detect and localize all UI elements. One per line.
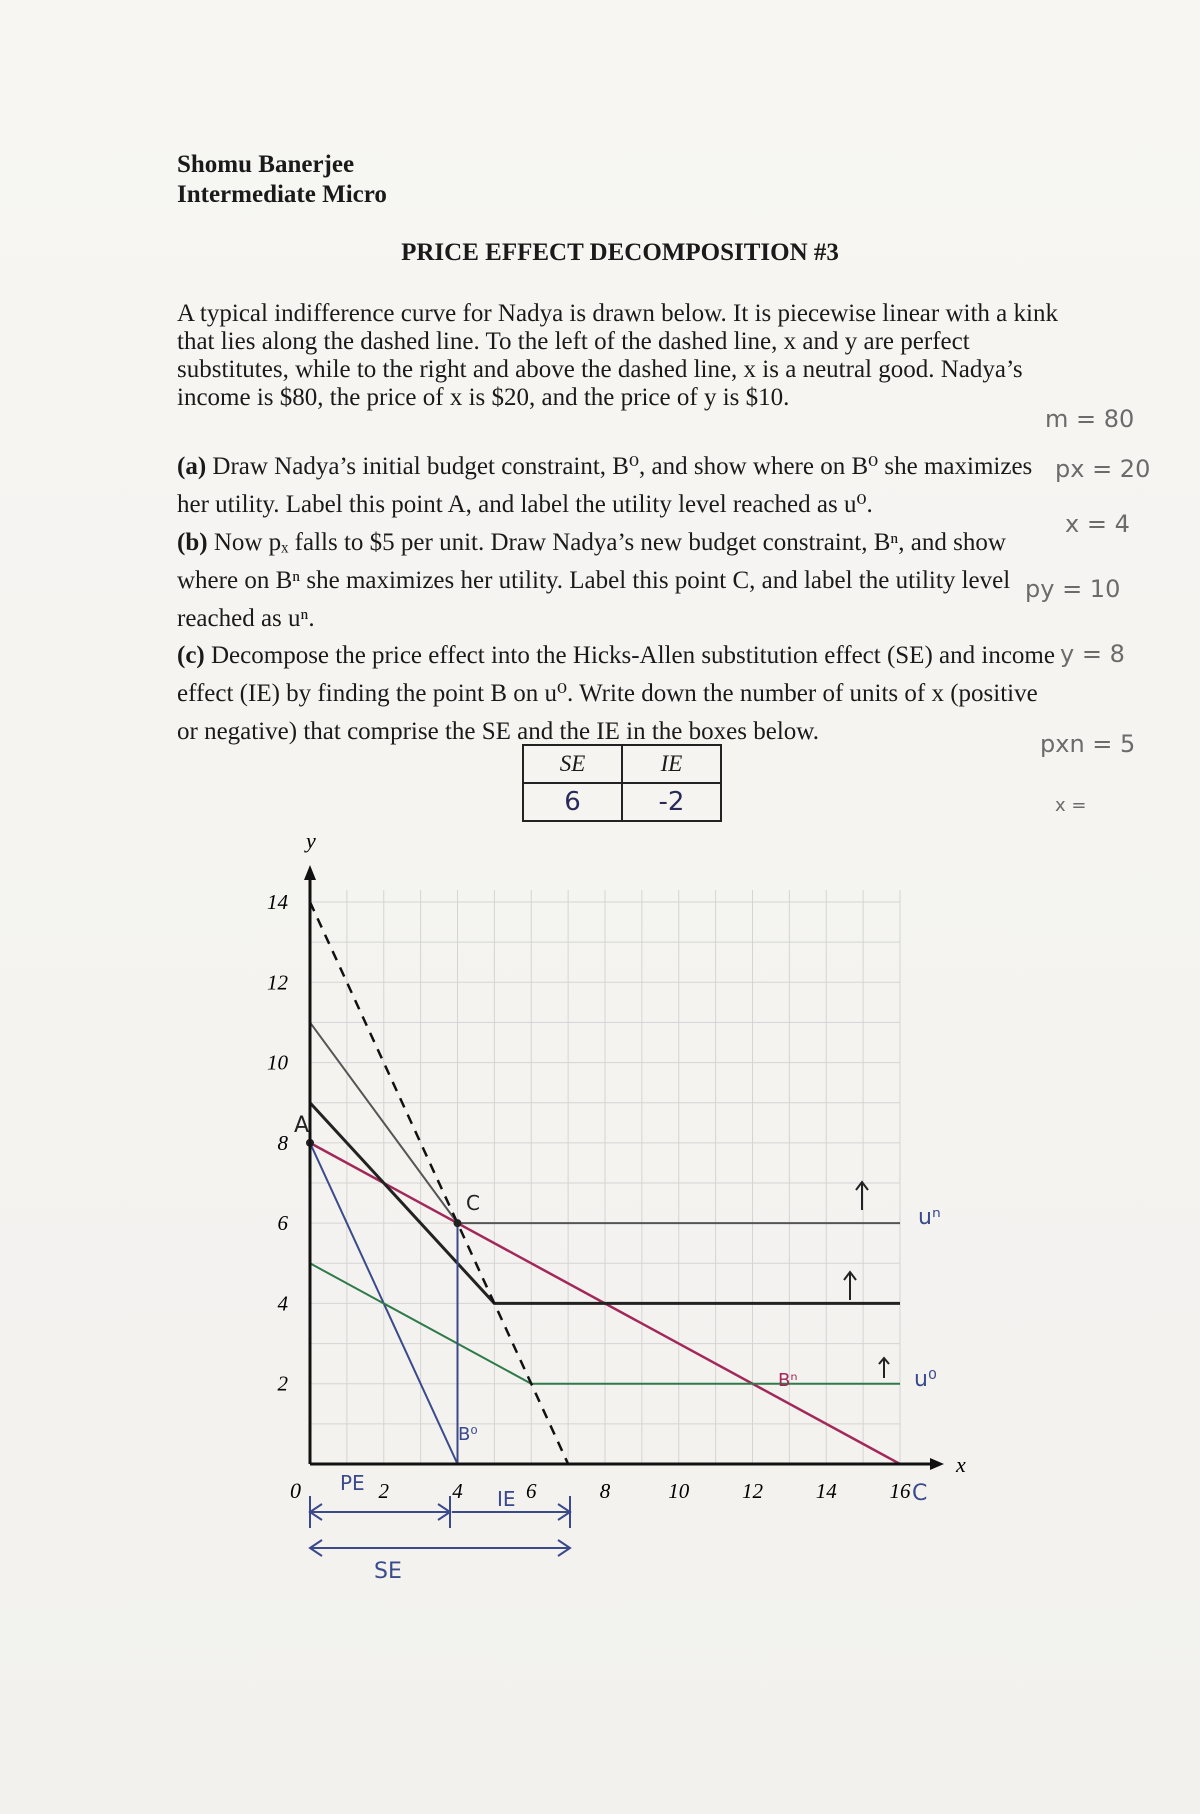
x-tick-label: 2	[378, 1479, 389, 1503]
y-tick-label: 10	[267, 1050, 288, 1075]
course-name: Intermediate Micro	[177, 181, 387, 208]
page-title: PRICE EFFECT DECOMPOSITION #3	[401, 239, 839, 266]
margin-note: px = 20	[1055, 455, 1151, 483]
question-c-text: Decompose the price effect into the Hicks-Allen substitution effect (SE) and income effect (IE) by finding the point B on u⁰. Write down the number of units of x (positive or negative) that comprise the SE and the IE in the boxes below.	[177, 642, 1055, 745]
x-axis-arrow-icon	[930, 1458, 944, 1470]
y-tick-label: 8	[277, 1130, 288, 1155]
intro-paragraph: A typical indifference curve for Nadya is drawn below. It is piecewise linear with a kink that lies along the dashed line. To the left of the dashed line, x and y are perfect substitutes, while to the right and above the dashed line, x is a neutral good. Nadya’s income is $80, the price of x is $20, and the price of y is $10.	[177, 300, 1058, 411]
origin-label: 0	[290, 1478, 301, 1503]
curve-label-b0: B⁰	[458, 1424, 478, 1445]
y-tick-label: 6	[277, 1211, 288, 1236]
margin-note: x =	[1055, 795, 1087, 816]
x-tick-label: 16	[889, 1479, 911, 1503]
y-axis-arrow-icon	[304, 865, 316, 880]
point-label-a: A	[294, 1113, 310, 1138]
curve-label-bn: Bⁿ	[778, 1370, 798, 1391]
margin-note: y = 8	[1060, 640, 1125, 668]
answer-value-se: 6	[523, 783, 622, 821]
point-label-c: C	[466, 1191, 480, 1215]
graph-annotations	[294, 1113, 941, 1584]
question-a-label: (a)	[177, 453, 207, 480]
margin-note: m = 80	[1045, 405, 1135, 433]
question-b-label: (b)	[177, 529, 208, 556]
answer-header-ie: IE	[622, 745, 721, 783]
x-tick-label: 14	[815, 1479, 837, 1503]
graph-axes	[290, 828, 966, 1503]
effect-label-se: SE	[374, 1559, 402, 1584]
y-tick-label: 2	[277, 1371, 288, 1396]
margin-note: x = 4	[1065, 510, 1130, 538]
answer-value-ie: -2	[622, 783, 721, 821]
curve-label-u0: u⁰	[914, 1367, 937, 1392]
effect-label-pe: PE	[340, 1471, 365, 1495]
question-c-label: (c)	[177, 642, 205, 669]
y-tick-label: 12	[267, 970, 288, 995]
y-axis-label: y	[306, 828, 316, 853]
question-b-text: Now pₓ falls to $5 per unit. Draw Nadya’s new budget constraint, Bⁿ, and show where on Bⁿ she maximizes her utility. Label this point C, and label the utility level reached as uⁿ.	[177, 529, 1011, 632]
x-tick-label: 6	[526, 1479, 537, 1503]
x-tick-label: 10	[668, 1479, 690, 1503]
x-tick-label: 4	[452, 1479, 463, 1503]
y-tick-label: 4	[277, 1291, 288, 1316]
x-tick-label: 12	[742, 1479, 763, 1503]
answer-header-se: SE	[523, 745, 622, 783]
curve-label-un: uⁿ	[918, 1205, 941, 1230]
margin-note: pxn = 5	[1040, 730, 1136, 758]
x-axis-label: x	[956, 1452, 966, 1477]
y-tick-label: 14	[267, 890, 288, 914]
point-marker	[454, 1219, 462, 1227]
margin-note: py = 10	[1025, 575, 1121, 603]
point-label-c-axis: C	[912, 1481, 928, 1506]
question-a-text: Draw Nadya’s initial budget constraint, B⁰, and show where on B⁰ she maximizes her utility. Label this point A, and label the utility level reached as u⁰.	[177, 453, 1033, 518]
graph-grid	[310, 890, 900, 1464]
effect-label-ie: IE	[497, 1487, 516, 1511]
author-name: Shomu Banerjee	[177, 151, 355, 178]
x-tick-label: 8	[599, 1479, 611, 1503]
